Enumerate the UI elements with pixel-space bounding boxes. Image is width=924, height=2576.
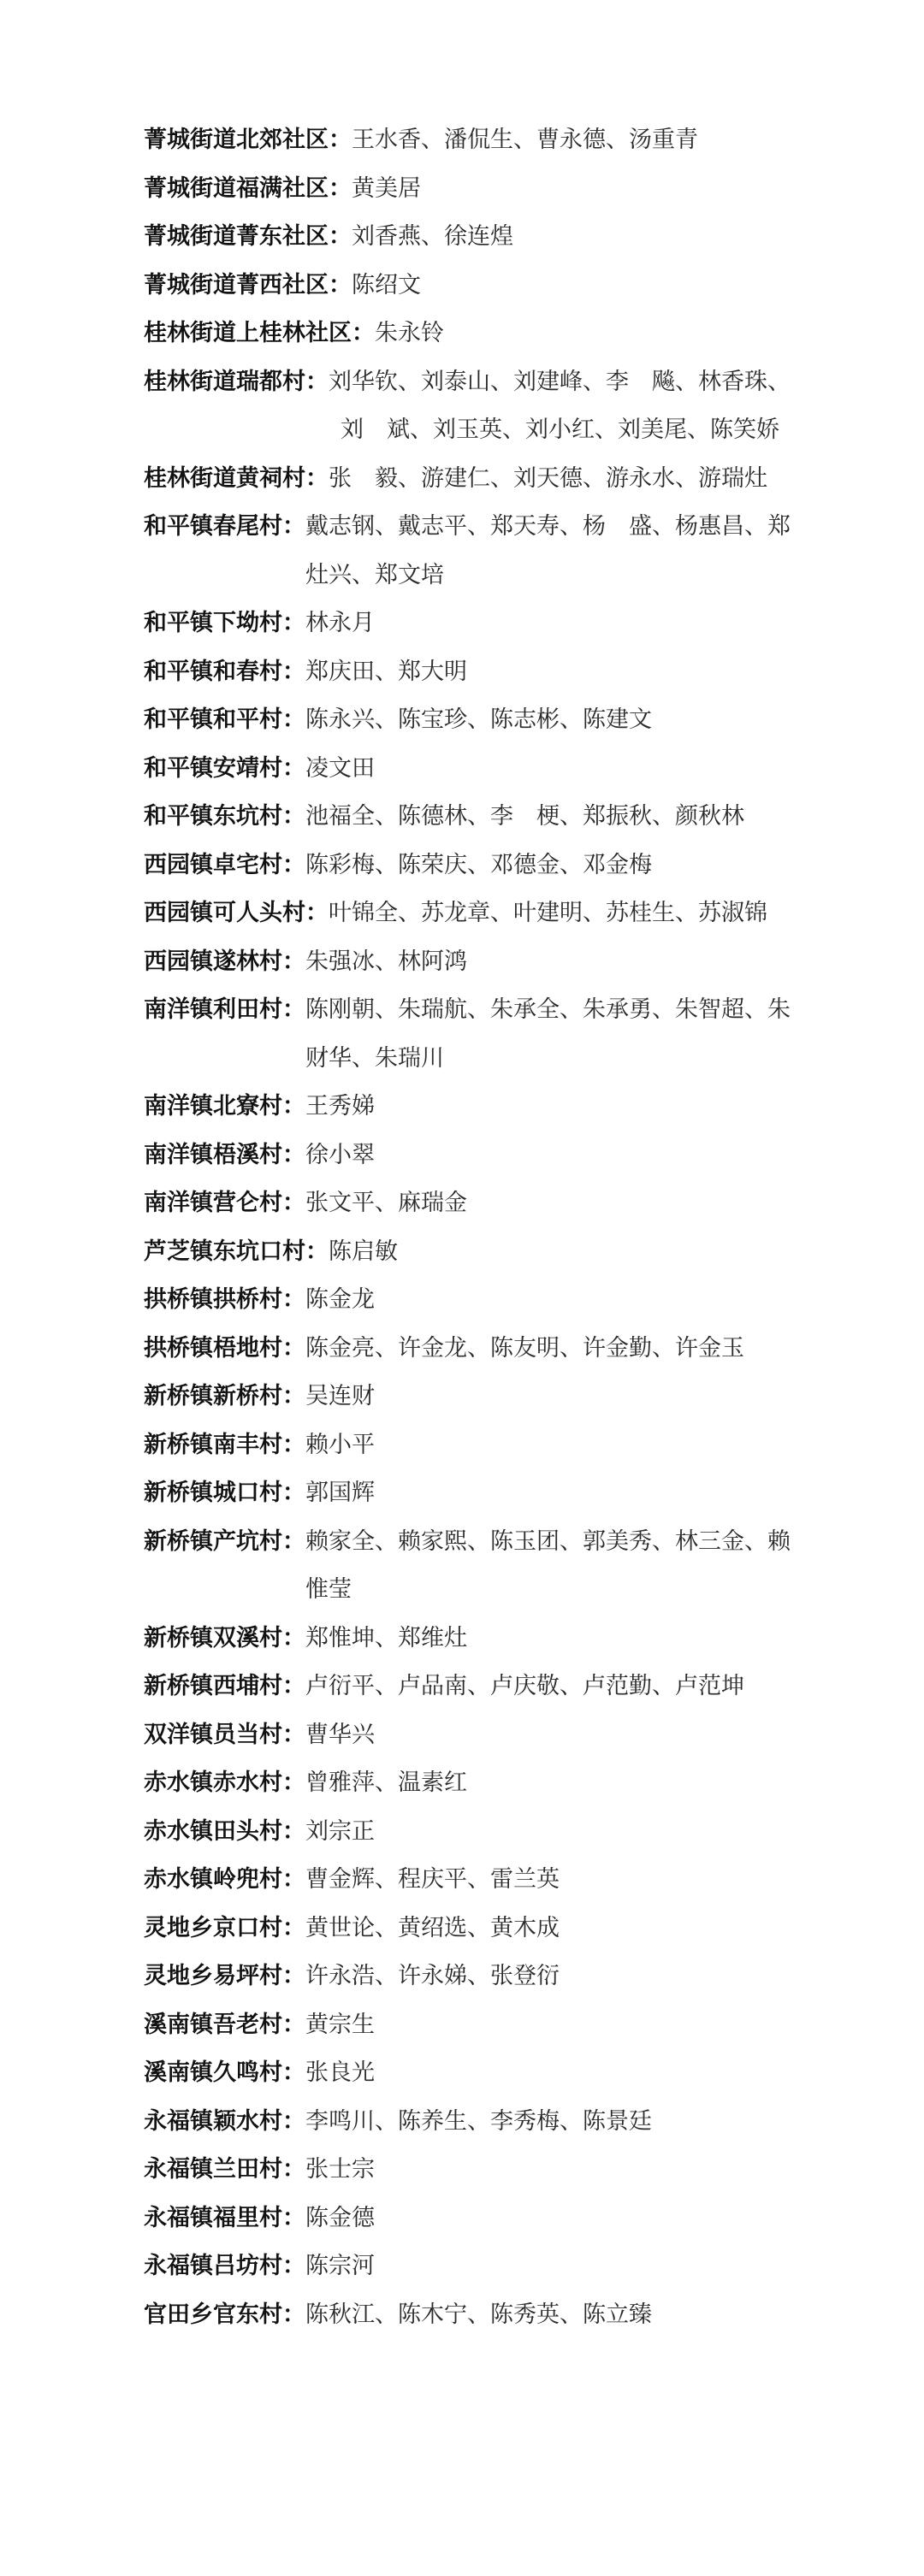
entry-label: 南洋镇梧溪村：	[144, 1141, 305, 1168]
list-item	[144, 310, 794, 358]
list-item-continuation	[144, 406, 794, 455]
entry-label: 灵地乡易坪村：	[144, 1963, 305, 1989]
entry-label: 官田乡官东村：	[144, 2301, 305, 2328]
entry-label: 菁城街道福满社区：	[144, 174, 352, 202]
entry-names: 赖家全、赖家熙、陈玉团、郭美秀、林三金、赖惟莹	[305, 1527, 791, 1603]
entry-label: 菁城街道菁东社区：	[144, 223, 352, 250]
entry-names: 赖小平	[305, 1431, 375, 1458]
entry-names: 黄美居	[352, 174, 421, 202]
list-item	[144, 889, 794, 938]
entry-names: 陈金龙	[305, 1286, 375, 1313]
list-item	[144, 1711, 794, 1760]
entry-label: 菁城街道北郊社区：	[144, 127, 352, 153]
entry-names: 卢衍平、卢品南、卢庆敬、卢范勤、卢范坤	[305, 1673, 744, 1699]
entry-label: 和平镇和春村：	[144, 658, 305, 685]
entry-names: 黄世论、黄绍选、黄木成	[305, 1914, 560, 1941]
list-item	[144, 262, 794, 310]
entry-names: 刘华钦、刘泰山、刘建峰、李 飚、林香珠、	[329, 368, 791, 395]
entry-names: 凌文田	[305, 754, 375, 782]
entry-names: 陈永兴、陈宝珍、陈志彬、陈建文	[305, 706, 652, 733]
entry-label: 拱桥镇梧地村：	[144, 1334, 305, 1362]
entry-names: 陈秋江、陈木宁、陈秀英、陈立臻	[305, 2301, 652, 2328]
list-item	[144, 1856, 794, 1905]
entry-label: 赤水镇田头村：	[144, 1817, 305, 1845]
entry-names: 朱强冰、林阿鸿	[305, 948, 467, 975]
entry-label: 溪南镇久鸣村：	[144, 2059, 305, 2086]
list-item	[144, 1421, 794, 1470]
list-item	[144, 1808, 794, 1857]
entry-names: 陈宗河	[305, 2253, 375, 2279]
entry-label: 新桥镇双溪村：	[144, 1624, 305, 1651]
entry-names: 刘宗正	[305, 1817, 375, 1845]
entry-label: 永福镇吕坊村：	[144, 2253, 305, 2279]
entry-label: 双洋镇员当村：	[144, 1721, 305, 1748]
entry-names: 许永浩、许永娣、张登衍	[305, 1963, 560, 1989]
entry-label: 赤水镇赤水村：	[144, 1770, 305, 1796]
list-item	[144, 745, 794, 794]
entry-label: 西园镇卓宅村：	[144, 851, 305, 878]
list-item	[144, 503, 794, 600]
entry-names: 张士宗	[305, 2156, 375, 2183]
entry-label: 西园镇遂林村：	[144, 948, 305, 975]
entry-names: 吴连财	[305, 1383, 375, 1409]
entry-names: 曾雅萍、温素红	[305, 1770, 467, 1796]
document-body	[144, 116, 794, 2339]
list-item	[144, 1905, 794, 1953]
list-item	[144, 2049, 794, 2098]
entry-names: 张 毅、游建仁、刘天德、游永水、游瑞灶	[329, 464, 767, 492]
entry-label: 新桥镇新桥村：	[144, 1383, 305, 1409]
list-item	[144, 1228, 794, 1277]
entry-names: 林永月	[305, 610, 375, 636]
list-item	[144, 116, 794, 165]
entry-names: 陈启敏	[329, 1238, 398, 1265]
entry-names: 陈刚朝、朱瑞航、朱承全、朱承勇、朱智超、朱财华、朱瑞川	[305, 996, 791, 1072]
list-item	[144, 213, 794, 262]
entry-label: 永福镇兰田村：	[144, 2156, 305, 2183]
list-item	[144, 1759, 794, 1808]
entry-label: 桂林街道黄祠村：	[144, 464, 329, 492]
entry-label: 南洋镇营仑村：	[144, 1190, 305, 1216]
list-item	[144, 1953, 794, 2001]
entry-names: 张文平、麻瑞金	[305, 1190, 467, 1216]
entry-names-continued: 刘 斌、刘玉英、刘小红、刘美尾、陈笑娇	[341, 417, 779, 443]
list-item	[144, 696, 794, 745]
entry-label: 拱桥镇拱桥村：	[144, 1286, 305, 1313]
entry-names: 池福全、陈德林、李 梗、郑振秋、颜秋林	[305, 803, 744, 830]
list-item	[144, 2195, 794, 2243]
list-item	[144, 455, 794, 504]
entry-names: 郭国辉	[305, 1480, 375, 1506]
entry-label: 芦芝镇东坑口村：	[144, 1238, 329, 1265]
entry-names: 曹华兴	[305, 1721, 375, 1748]
list-item	[144, 1373, 794, 1421]
entry-names: 陈金德	[305, 2204, 375, 2231]
list-item	[144, 600, 794, 648]
entry-label: 新桥镇南丰村：	[144, 1431, 305, 1458]
list-item	[144, 793, 794, 842]
list-item	[144, 2146, 794, 2195]
list-item	[144, 1615, 794, 1663]
entry-label: 和平镇东坑村：	[144, 803, 305, 830]
list-item	[144, 648, 794, 697]
entry-label: 和平镇春尾村：	[144, 513, 305, 540]
entry-label: 和平镇下坳村：	[144, 610, 305, 636]
list-item	[144, 1325, 794, 1374]
list-item	[144, 2001, 794, 2050]
entry-label: 永福镇福里村：	[144, 2204, 305, 2231]
entry-names: 李鸣川、陈养生、李秀梅、陈景廷	[305, 2107, 652, 2135]
list-item	[144, 2242, 794, 2291]
entry-names: 郑庆田、郑大明	[305, 658, 467, 685]
list-item	[144, 842, 794, 890]
entry-label: 灵地乡京口村：	[144, 1914, 305, 1941]
entry-names: 王水香、潘侃生、曹永德、汤重青	[352, 127, 698, 153]
list-item	[144, 1469, 794, 1518]
entry-label: 和平镇和平村：	[144, 706, 305, 733]
entry-label: 南洋镇利田村：	[144, 996, 305, 1023]
list-item	[144, 1663, 794, 1711]
list-item	[144, 358, 794, 407]
entry-names: 朱永铃	[375, 320, 444, 346]
entry-label: 桂林街道瑞都村：	[144, 368, 329, 395]
entry-label: 南洋镇北寮村：	[144, 1093, 305, 1120]
entry-names: 黄宗生	[305, 2011, 375, 2038]
entry-names: 张良光	[305, 2059, 375, 2086]
entry-label: 赤水镇岭兜村：	[144, 1866, 305, 1893]
list-item	[144, 165, 794, 214]
entry-label: 溪南镇吾老村：	[144, 2011, 305, 2038]
entry-label: 桂林街道上桂林社区：	[144, 320, 375, 346]
entry-label: 菁城街道菁西社区：	[144, 271, 352, 298]
list-item	[144, 938, 794, 987]
entry-label: 新桥镇产坑村：	[144, 1527, 305, 1555]
list-item	[144, 1083, 794, 1131]
entry-label: 新桥镇西埔村：	[144, 1673, 305, 1699]
entry-label: 和平镇安靖村：	[144, 754, 305, 782]
entry-names: 陈金亮、许金龙、陈友明、许金勤、许金玉	[305, 1334, 744, 1362]
entry-label: 新桥镇城口村：	[144, 1480, 305, 1506]
entry-names: 叶锦全、苏龙章、叶建明、苏桂生、苏淑锦	[329, 900, 767, 926]
list-item	[144, 986, 794, 1083]
list-item	[144, 2098, 794, 2147]
entry-names: 刘香燕、徐连煌	[352, 223, 513, 250]
list-item	[144, 1518, 794, 1615]
entry-names: 戴志钢、戴志平、郑天寿、杨 盛、杨惠昌、郑灶兴、郑文培	[305, 513, 791, 588]
entry-names: 曹金辉、程庆平、雷兰英	[305, 1866, 560, 1893]
entry-names: 徐小翠	[305, 1141, 375, 1168]
list-item	[144, 2291, 794, 2340]
entry-label: 西园镇可人头村：	[144, 900, 329, 926]
entry-names: 郑惟坤、郑维灶	[305, 1624, 467, 1651]
entry-label: 永福镇颖水村：	[144, 2107, 305, 2135]
list-item	[144, 1131, 794, 1180]
entry-names: 王秀娣	[305, 1093, 375, 1120]
entry-names: 陈彩梅、陈荣庆、邓德金、邓金梅	[305, 851, 652, 878]
list-item	[144, 1179, 794, 1228]
entry-names: 陈绍文	[352, 271, 421, 298]
list-item	[144, 1276, 794, 1325]
